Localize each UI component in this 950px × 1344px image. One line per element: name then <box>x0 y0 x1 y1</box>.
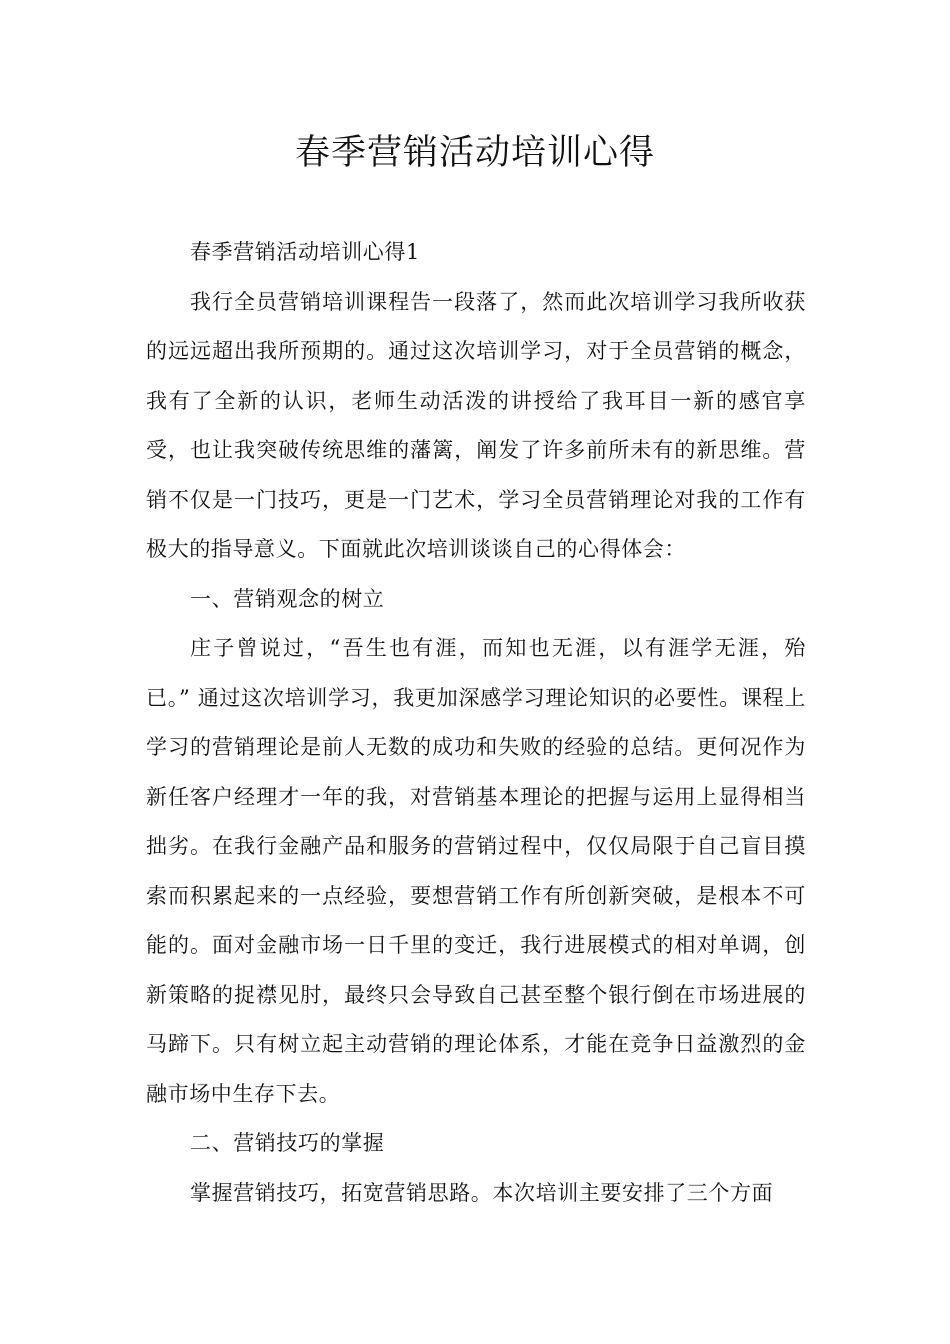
document-title: 春季营销活动培训心得 <box>294 133 655 173</box>
paragraph-section-1: 庄子曾说过，“吾生也有涯，而知也无涯，以有涯学无涯，殆已。” 通过这次培训学习，我更加深感学习理论知识的必要性。课程上学习的营销理论是前人无数的成功和失败的经验的总结。更何况作为新任客户经理才一年的我，对营销基本理论的把握与运用上显得相当拙劣。在我行金融产品和服务的营销过程中，仅仅局限于自己盲目摸索而积累起来的一点经验，要想营销工作有所创新突破，是根本不可能的。面对金融市场一日千里的变迁，我行进展模式的相对单调，创新策略的捉襟见肘，最终只会导致自己甚至整个银行倒在市场进展的马蹄下。只有树立起主动营销的理论体系，才能在竞争日益激烈的金融市场中生存下去。 <box>146 636 806 1106</box>
section-heading-1: 一、营销观念的树立 <box>190 586 385 611</box>
document-body <box>146 228 806 1218</box>
paragraph-intro: 我行全员营销培训课程告一段落了，然而此次培训学习我所收获的远远超出我所预期的。通过这次培训学习，对于全员营销的概念，我有了全新的认识，老师生动活泼的讲授给了我耳目一新的感官享受，也让我突破传统思维的藩篱，阐发了许多前所未有的新思维。营销不仅是一门技巧，更是一门艺术，学习全员营销理论对我的工作有极大的指导意义。下面就此次培训谈谈自己的心得体会： <box>146 289 806 561</box>
paragraph-subtitle: 春季营销活动培训心得1 <box>190 240 420 264</box>
paragraph-section-2: 掌握营销技巧，拓宽营销思路。本次培训主要安排了三个方面 <box>190 1180 774 1205</box>
section-heading-2: 二、营销技巧的掌握 <box>190 1131 385 1155</box>
